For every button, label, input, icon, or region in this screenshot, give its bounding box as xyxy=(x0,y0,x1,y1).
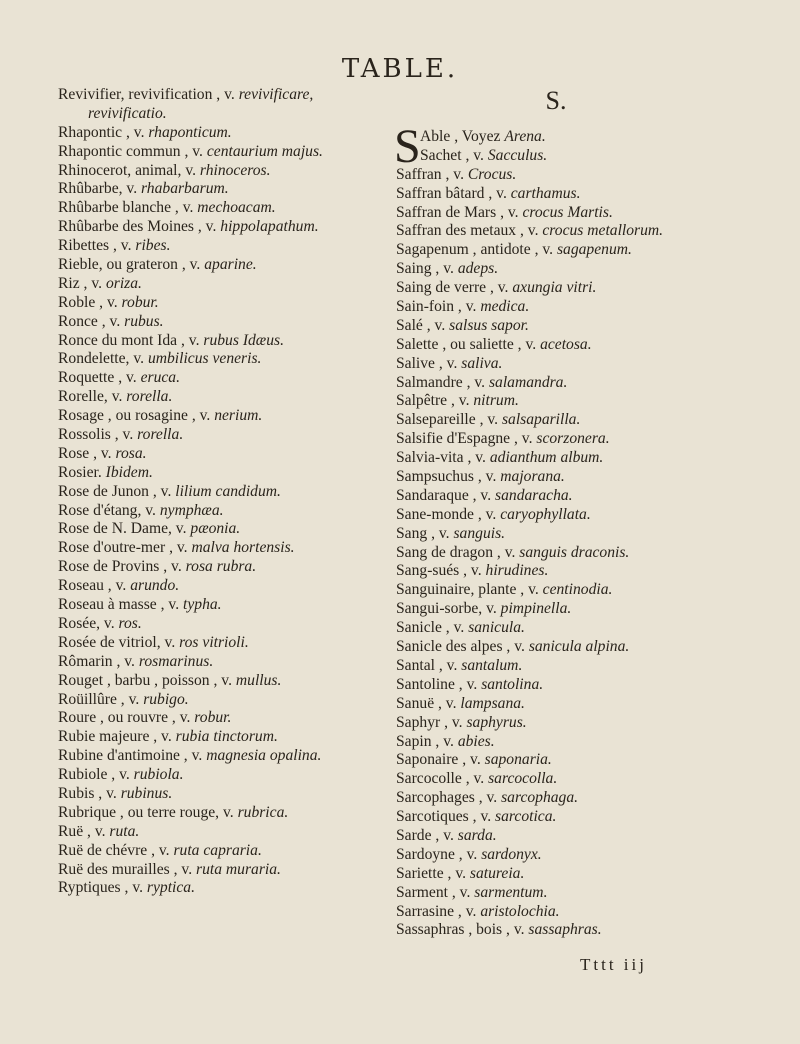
entry-term: Ruë de chévre , v. xyxy=(58,841,170,859)
entry-term: Saphyr , v. xyxy=(396,713,463,731)
entry-term: Saponaire , v. xyxy=(396,751,481,769)
entry-term: Sangui-sorbe, v. xyxy=(396,600,497,618)
entry-reference: rosa. xyxy=(115,444,147,462)
entry-reference: caryophyllata. xyxy=(500,505,591,523)
entry-reference: rorella. xyxy=(126,388,173,406)
entry-reference: umbilicus veneris. xyxy=(147,350,262,368)
entry-reference: revivificatio. xyxy=(88,104,167,122)
entry-term: Ryptiques , v. xyxy=(58,879,143,897)
entry-reference: rubinus. xyxy=(120,784,173,802)
entry-reference: nerium. xyxy=(214,407,263,425)
index-entry xyxy=(396,695,716,714)
entry-reference: eruca. xyxy=(140,369,180,387)
index-entry xyxy=(396,544,716,563)
entry-reference: mechoacam. xyxy=(197,199,276,217)
index-entry xyxy=(58,691,388,710)
entry-reference: rhaponticum. xyxy=(148,123,232,141)
index-entry xyxy=(58,804,388,823)
index-entry xyxy=(58,785,388,804)
index-entry xyxy=(396,619,716,638)
entry-reference: ruta muraria. xyxy=(196,860,281,878)
right-column xyxy=(396,86,716,940)
index-entry xyxy=(58,445,388,464)
entry-term: Roquette , v. xyxy=(58,369,137,387)
entry-reference: pimpinella. xyxy=(500,600,572,618)
entry-term: Sarcophages , v. xyxy=(396,789,498,807)
entry-reference: centaurium majus. xyxy=(206,142,323,160)
entry-reference: nymphæa. xyxy=(159,501,224,519)
entry-term: Sang-sués , v. xyxy=(396,562,482,580)
entry-reference: rubigo. xyxy=(143,690,189,708)
entry-term: Rosage , ou rosagine , v. xyxy=(58,407,211,425)
index-entry xyxy=(58,426,388,445)
entry-term: Ribettes , v. xyxy=(58,237,132,255)
entry-term: Saing de verre , v. xyxy=(396,279,509,297)
entry-reference: sanicula. xyxy=(468,619,525,637)
entry-term: Roure , ou rouvre , v. xyxy=(58,709,191,727)
entry-term: Sapin , v. xyxy=(396,732,454,750)
index-entry xyxy=(58,294,388,313)
index-entry xyxy=(396,336,716,355)
entry-reference: oriza. xyxy=(105,274,142,292)
index-entry xyxy=(58,86,388,105)
entry-term: Ruë des murailles , v. xyxy=(58,860,193,878)
index-entry xyxy=(396,525,716,544)
entry-reference: sanguis. xyxy=(453,524,506,542)
index-entry xyxy=(396,147,716,166)
entry-reference: ros vitrioli. xyxy=(179,633,249,651)
entry-term: Ruë , v. xyxy=(58,822,106,840)
index-entry xyxy=(396,638,716,657)
catchword: Tttt iij xyxy=(580,955,647,974)
index-entry xyxy=(58,199,388,218)
entry-reference: axungia vitri. xyxy=(512,279,597,297)
index-entry xyxy=(396,374,716,393)
index-entry xyxy=(58,577,388,596)
entry-term: Saffran des metaux , v. xyxy=(396,222,539,240)
entry-term: Sane-monde , v. xyxy=(396,505,497,523)
entry-reference: lampsana. xyxy=(460,694,525,712)
index-entry xyxy=(58,350,388,369)
entry-reference: crocus Martis. xyxy=(522,203,613,221)
entry-term: Rubine d'antimoine , v. xyxy=(58,747,203,765)
entry-reference: malva hortensis. xyxy=(191,539,295,557)
index-entry xyxy=(58,672,388,691)
index-entry xyxy=(396,430,716,449)
entry-term: Rose de Junon , v. xyxy=(58,482,172,500)
index-entry xyxy=(58,653,388,672)
entry-term: Salé , v. xyxy=(396,316,446,334)
entry-term: Salive , v. xyxy=(396,354,458,372)
entry-term: Rondelette, v. xyxy=(58,350,145,368)
section-letter: S. xyxy=(545,86,567,115)
entry-reference: sagapenum. xyxy=(556,241,632,259)
entry-term: Rosée, v. xyxy=(58,614,115,632)
entry-reference: rubiola. xyxy=(133,766,184,784)
entry-reference: Arena. xyxy=(504,128,546,145)
entry-reference: crocus metallorum. xyxy=(542,222,664,240)
entry-term: Sarrasine , v. xyxy=(396,902,477,920)
index-entry xyxy=(58,464,388,483)
entry-term: Salsepareille , v. xyxy=(396,411,499,429)
entry-term: Rose , v. xyxy=(58,444,112,462)
entry-reference: Sacculus. xyxy=(487,146,548,164)
entry-term: Santal , v. xyxy=(396,656,458,674)
entry-term: Rhûbarbe, v. xyxy=(58,180,138,198)
entry-term: Sain-foin , v. xyxy=(396,298,477,316)
index-entry xyxy=(58,162,388,181)
entry-term: Sang de dragon , v. xyxy=(396,543,516,561)
entry-term: Ronce , v. xyxy=(58,312,121,330)
entry-term: Sachet , v. xyxy=(420,146,484,164)
entry-term: Santoline , v. xyxy=(396,675,478,693)
entry-term: Sagapenum , antidote , v. xyxy=(396,241,554,259)
index-entry xyxy=(58,105,388,124)
entry-term: Rômarin , v. xyxy=(58,652,135,670)
entry-term: Rubie majeure , v. xyxy=(58,728,172,746)
entry-reference: ruta capraria. xyxy=(173,841,262,859)
entry-term: Rouget , barbu , poisson , v. xyxy=(58,671,232,689)
index-entry xyxy=(58,256,388,275)
entry-reference: majorana. xyxy=(500,468,565,486)
entry-reference: aparine. xyxy=(204,256,257,274)
index-entry xyxy=(396,921,716,940)
entry-term: Roble , v. xyxy=(58,293,118,311)
index-entry xyxy=(396,128,716,147)
entry-term: Rosée de vitriol, v. xyxy=(58,633,176,651)
page-title: TABLE. xyxy=(341,54,459,84)
entry-reference: ryptica. xyxy=(146,879,195,897)
index-entry xyxy=(396,865,716,884)
index-entry xyxy=(58,502,388,521)
index-entry xyxy=(396,884,716,903)
entry-term: Roseau à masse , v. xyxy=(58,596,180,614)
entry-reference: santalum. xyxy=(461,656,523,674)
index-entry xyxy=(396,241,716,260)
index-entry xyxy=(58,842,388,861)
entry-term: Rubrique , ou terre rouge, v. xyxy=(58,803,234,821)
index-entry xyxy=(58,143,388,162)
index-entry xyxy=(396,770,716,789)
index-entry xyxy=(58,313,388,332)
entry-term: Rose de N. Dame, v. xyxy=(58,520,187,538)
entry-term: Salette , ou saliette , v. xyxy=(396,335,537,353)
entry-reference: sanicula alpina. xyxy=(528,638,630,656)
entry-term: Revivifier, revivification , v. xyxy=(58,86,235,103)
entry-reference: sarcocolla. xyxy=(488,770,558,788)
entry-term: Sariette , v. xyxy=(396,864,467,882)
entry-term: Rorelle, v. xyxy=(58,388,123,406)
index-entry xyxy=(58,124,388,143)
entry-term: Roüillûre , v. xyxy=(58,690,140,708)
index-entry xyxy=(396,204,716,223)
index-entry xyxy=(396,185,716,204)
entry-term: Rose d'outre-mer , v. xyxy=(58,539,188,557)
entry-reference: aristolochia. xyxy=(480,902,560,920)
entry-reference: typha. xyxy=(183,596,222,614)
entry-reference: santolina. xyxy=(481,675,544,693)
index-entry xyxy=(396,468,716,487)
entry-reference: magnesia opalina. xyxy=(206,747,322,765)
index-entry xyxy=(58,709,388,728)
index-entry xyxy=(396,562,716,581)
entry-term: Sanuë , v. xyxy=(396,694,457,712)
entry-term: Sanguinaire, plante , v. xyxy=(396,581,539,599)
entry-reference: centinodia. xyxy=(542,581,613,599)
index-entry xyxy=(58,558,388,577)
entry-term: Rhapontic , v. xyxy=(58,123,145,141)
index-entry xyxy=(396,789,716,808)
entry-term: Ronce du mont Ida , v. xyxy=(58,331,200,349)
entry-reference: ros. xyxy=(118,614,142,632)
entry-term: Sang , v. xyxy=(396,524,450,542)
entry-term: Rhûbarbe blanche , v. xyxy=(58,199,194,217)
entry-reference: mullus. xyxy=(235,671,282,689)
entry-reference: rorella. xyxy=(137,426,184,444)
entry-reference: revivificare, xyxy=(238,86,314,103)
entry-reference: ribes. xyxy=(135,237,171,255)
entry-reference: lilium candidum. xyxy=(175,482,281,500)
entry-reference: ruta. xyxy=(109,822,140,840)
index-entry xyxy=(58,615,388,634)
index-entry xyxy=(58,237,388,256)
entry-reference: sarda. xyxy=(457,826,497,844)
entry-term: Rhinocerot, animal, v. xyxy=(58,161,196,179)
index-entry xyxy=(396,506,716,525)
entry-reference: sassaphras. xyxy=(528,921,602,939)
left-column xyxy=(58,86,388,898)
right-entries xyxy=(394,120,716,940)
index-entry xyxy=(58,407,388,426)
entry-reference: sarcotica. xyxy=(495,808,557,826)
entry-term: Sassaphras , bois , v. xyxy=(396,921,525,939)
entry-term: Salmandre , v. xyxy=(396,373,486,391)
entry-term: Salpêtre , v. xyxy=(396,392,470,410)
entry-term: Rose d'étang, v. xyxy=(58,501,156,519)
entry-term: Rieble, ou grateron , v. xyxy=(58,256,201,274)
index-entry xyxy=(58,275,388,294)
entry-term: Saing , v. xyxy=(396,260,454,278)
index-entry xyxy=(58,728,388,747)
entry-reference: adeps. xyxy=(457,260,499,278)
entry-reference: hirudines. xyxy=(485,562,549,580)
index-entry xyxy=(396,222,716,241)
index-entry xyxy=(396,411,716,430)
entry-reference: abies. xyxy=(457,732,495,750)
index-entry xyxy=(58,180,388,199)
index-entry xyxy=(58,388,388,407)
entry-term: Rosier. xyxy=(58,463,102,481)
entry-reference: pæonia. xyxy=(190,520,241,538)
entry-reference: adianthum album. xyxy=(489,449,604,467)
entry-reference: saponaria. xyxy=(484,751,552,769)
index-entry xyxy=(396,600,716,619)
entry-reference: hippolapathum. xyxy=(220,218,319,236)
index-entry xyxy=(58,861,388,880)
index-entry xyxy=(58,520,388,539)
entry-term: Salsifie d'Espagne , v. xyxy=(396,430,533,448)
entry-reference: rosa rubra. xyxy=(185,558,257,576)
entry-term: Saffran , v. xyxy=(396,165,464,183)
entry-term: Rubis , v. xyxy=(58,784,117,802)
index-entry xyxy=(396,714,716,733)
entry-reference: sarcophaga. xyxy=(501,789,579,807)
entry-reference: satureia. xyxy=(469,864,525,882)
drop-cap: S xyxy=(394,120,421,173)
entry-reference: medica. xyxy=(480,298,530,316)
index-entry xyxy=(58,369,388,388)
entry-reference: scorzonera. xyxy=(536,430,610,448)
index-entry xyxy=(396,581,716,600)
entry-term: Sarde , v. xyxy=(396,826,454,844)
entry-reference: rosmarinus. xyxy=(138,652,214,670)
index-entry xyxy=(58,747,388,766)
entry-reference: robur. xyxy=(121,293,159,311)
entry-term: Salvia-vita , v. xyxy=(396,449,486,467)
entry-term: Rossolis , v. xyxy=(58,426,134,444)
entry-reference: nitrum. xyxy=(473,392,519,410)
index-entry xyxy=(396,733,716,752)
index-entry xyxy=(58,766,388,785)
entry-reference: salsus sapor. xyxy=(449,316,529,334)
entry-term: Sandaraque , v. xyxy=(396,486,492,504)
entry-term: Sampsuchus , v. xyxy=(396,468,497,486)
index-entry xyxy=(396,298,716,317)
entry-term: Sarment , v. xyxy=(396,883,471,901)
entry-reference: salsaparilla. xyxy=(501,411,581,429)
index-entry xyxy=(396,317,716,336)
entry-term: Rhûbarbe des Moines , v. xyxy=(58,218,217,236)
entry-reference: sandaracha. xyxy=(495,486,573,504)
entry-term: Sanicle , v. xyxy=(396,619,465,637)
entry-term: Sardoyne , v. xyxy=(396,845,478,863)
entry-term: Able , Voyez xyxy=(420,128,501,145)
index-entry xyxy=(58,332,388,351)
entry-term: Saffran bâtard , v. xyxy=(396,184,507,202)
index-entry xyxy=(396,279,716,298)
index-entry xyxy=(396,657,716,676)
entry-term: Sanicle des alpes , v. xyxy=(396,638,525,656)
entry-term: Rhapontic commun , v. xyxy=(58,142,203,160)
index-entry xyxy=(396,808,716,827)
entry-reference: arundo. xyxy=(130,577,180,595)
index-entry xyxy=(396,676,716,695)
index-entry xyxy=(396,846,716,865)
entry-reference: rubia tinctorum. xyxy=(175,728,278,746)
entry-reference: rubus Idæus. xyxy=(203,331,284,349)
index-entry xyxy=(396,392,716,411)
entry-term: Sarcotiques , v. xyxy=(396,808,492,826)
index-entry xyxy=(58,634,388,653)
entry-reference: saphyrus. xyxy=(466,713,527,731)
entry-term: Sarcocolle , v. xyxy=(396,770,485,788)
entry-reference: sarmentum. xyxy=(474,883,548,901)
index-entry xyxy=(58,823,388,842)
entry-reference: rubus. xyxy=(124,312,164,330)
entry-term: Riz , v. xyxy=(58,274,103,292)
entry-reference: robur. xyxy=(194,709,232,727)
entry-reference: acetosa. xyxy=(540,335,592,353)
index-entry xyxy=(396,827,716,846)
entry-reference: sardonyx. xyxy=(481,845,542,863)
entry-reference: Crocus. xyxy=(467,165,517,183)
entry-term: Saffran de Mars , v. xyxy=(396,203,519,221)
index-entry xyxy=(58,596,388,615)
entry-reference: sanguis draconis. xyxy=(519,543,630,561)
entry-reference: saliva. xyxy=(461,354,503,372)
entry-term: Rubiole , v. xyxy=(58,766,130,784)
entry-reference: rubrica. xyxy=(237,803,289,821)
index-entry xyxy=(58,483,388,502)
index-entry xyxy=(396,751,716,770)
index-entry xyxy=(396,903,716,922)
index-entry xyxy=(396,260,716,279)
entry-reference: rhinoceros. xyxy=(199,161,271,179)
index-entry xyxy=(396,166,716,185)
index-entry xyxy=(396,355,716,374)
entry-reference: salamandra. xyxy=(488,373,568,391)
index-entry xyxy=(58,218,388,237)
index-entry xyxy=(396,449,716,468)
entry-reference: carthamus. xyxy=(510,184,581,202)
entry-term: Roseau , v. xyxy=(58,577,127,595)
entry-reference: Ibidem. xyxy=(105,463,153,481)
index-entry xyxy=(58,539,388,558)
entry-term: Rose de Provins , v. xyxy=(58,558,182,576)
index-entry xyxy=(58,879,388,898)
entry-reference: rhabarbarum. xyxy=(141,180,229,198)
index-entry xyxy=(396,487,716,506)
